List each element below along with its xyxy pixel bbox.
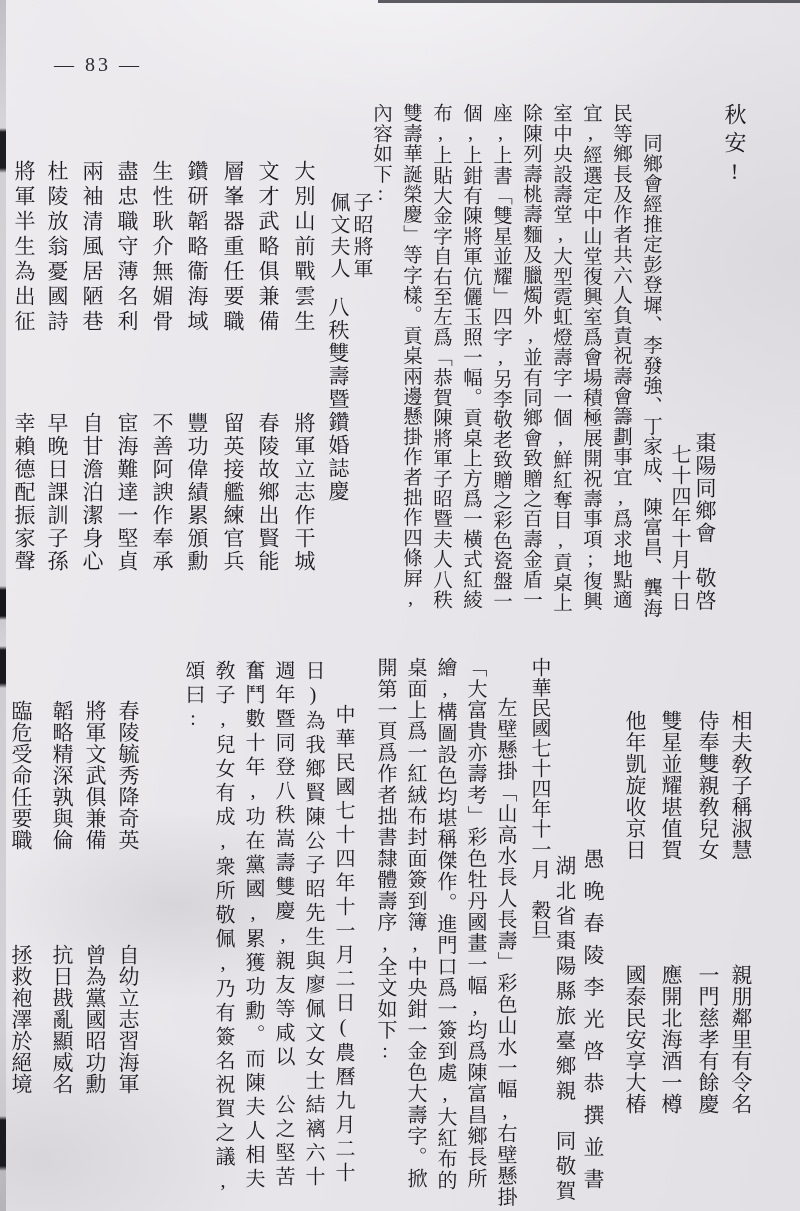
verse-line: 幸賴德配振家聲 [12,412,36,573]
verse-line: 他年凱旋收京日 [623,710,647,861]
hall-decoration-paragraph: 左壁懸掛「山高水長人長壽」彩色山水一幅,右壁懸掛「大富貴亦壽考」彩色牡丹國畫一幅,均爲陳富昌鄉長所繪,構圖設色均堪稱傑作。進門口爲一簽到處,大紅布的桌面上爲一紅絨布封面簽到簿,中央鉗一金色大壽字。掀開第一頁爲作者拙書隸體壽序,全文如下: [374,657,516,1208]
verse-couplet [47,700,77,1170]
verse-line: 抗日戡亂顯威名 [50,943,74,1094]
verse-line: 將軍立志作干城 [292,412,316,573]
verse-line: 宦海難達一堅貞 [115,412,139,573]
verse-couplet [9,160,39,630]
verse-line: 侍奉雙親敎兒女 [696,710,720,861]
verse-couplet [6,700,36,1170]
verse-couplet [620,710,650,1180]
verse-couplet [218,160,248,630]
verse-title [323,192,372,622]
verse-line: 臨危受命任要職 [9,700,33,851]
verse-couplet [80,700,110,1170]
verse-line: 雙星並耀堪值賀 [659,710,683,861]
verse-couplet [182,160,212,630]
verse-line: 曾為黨國昭功勳 [83,943,107,1094]
verse-line: 早晚日課訓子孫 [45,412,69,573]
verse-couplet [726,710,756,1180]
verse-couplet [147,160,177,630]
verse-couplet [289,160,319,630]
letter-closing: 秋安! [722,103,747,190]
verse-line: 豐功偉績累頒勳 [185,412,209,573]
verse-couplet [112,160,142,630]
verse-couplet [253,160,283,630]
author-signature: 愚晚春陵李光啓恭撰並書 [581,848,605,1200]
verse-title-names: 子昭將軍佩文夫人 [327,192,372,280]
group-signature: 湖北省棗陽縣旅臺鄉親 同敬賀 [552,855,574,1205]
verse-line: 親朋鄰里有令名 [729,963,753,1114]
verse-couplet [42,160,72,630]
verse-line: 將軍文武俱兼備 [83,700,107,851]
verse-couplet [693,710,723,1180]
verse-line: 一門慈孝有餘慶 [696,963,720,1114]
verse-line: 杜陵放翁憂國詩 [45,160,69,335]
verse-line: 不善阿諛作奉承 [150,412,174,573]
roc-date-line: 中華民國七十四年十一月 穀旦 [528,657,550,940]
verse-line: 文才武略俱兼備 [256,160,280,335]
verse-line: 相夫敎子稱淑慧 [729,710,753,861]
verse-title-text: 八秩雙壽暨鑽婚誌慶 [326,296,350,503]
verse-couplet [77,160,107,630]
verse-line: 春陵毓秀降奇英 [116,700,140,851]
verse-line: 兩袖清風居陋巷 [80,160,104,335]
letter-date: 七十四年十月十日 [668,444,690,612]
ceremony-paragraph: 同鄉會經推定彭登墀、李發強、丁家成、陳富昌、龔海民等鄉長及作者共六人負責祝壽會籌劃事宜,爲求地點適宜,經選定中山堂復興室爲會場積極展開祝壽事項;復興室中央設壽堂,大型霓虹燈壽字一個,鮮紅奪目,貢桌上除陳列壽桃壽麵及臘燭外,並有同鄉會致贈之百壽金盾一座,上書「雙星並耀」四字,另李敬老致贈之彩色瓷盤一個,上鉗有陳將軍伉儷玉照一幅。貢桌上方爲一橫式紅綾布,上貼大金字自右至左爲「恭賀陳將軍子昭暨夫人八秩雙壽華誕榮慶」等字樣。貢桌兩邊懸掛作者拙作四條屛,內容如下: [370,103,661,618]
verse-line: 春陵故鄉出賢能 [256,412,280,573]
verse-line: 應開北海酒一樽 [659,963,683,1114]
letter-signature: 棗陽同鄉會 敬啓 [693,432,717,612]
verse-line: 生性耿介無媚骨 [150,160,174,335]
verse-line: 韜略精深孰與倫 [50,700,74,851]
verse-line: 鑽研韜略衞海域 [185,160,209,335]
verse-line: 拯救袍澤於絕境 [9,943,33,1094]
verse-couplet [656,710,686,1180]
verse-line: 自甘澹泊潔身心 [80,412,104,573]
verse-line: 將軍半生為出征 [12,160,36,335]
verse-line: 自幼立志習海軍 [116,943,140,1094]
verse-line: 留英接艦練官兵 [221,412,245,573]
birthday-preface-paragraph: 中華民國七十四年十一月二日(農曆九月二十日)為我鄉賢陳公子昭先生與廖佩文女士結褵六十週年暨同登八秩嵩壽雙慶,親友等咸以 公之堅苦奮鬥數十年,功在黨國,累獲功勳。而陳夫人相夫敎子,兒女有成,衆所敬佩,乃有簽名祝賀之議,頌曰: [182,660,354,1196]
verse-couplet [113,700,143,1170]
scan-top-edge-shadow [378,0,800,3]
verse-line: 盡忠職守薄名利 [115,160,139,335]
verse-line: 國泰民安享大椿 [623,963,647,1114]
page-number: — 83 — [54,54,142,76]
verse-line: 大別山前戰雲生 [292,160,316,335]
verse-line: 層峯器重任要職 [221,160,245,335]
